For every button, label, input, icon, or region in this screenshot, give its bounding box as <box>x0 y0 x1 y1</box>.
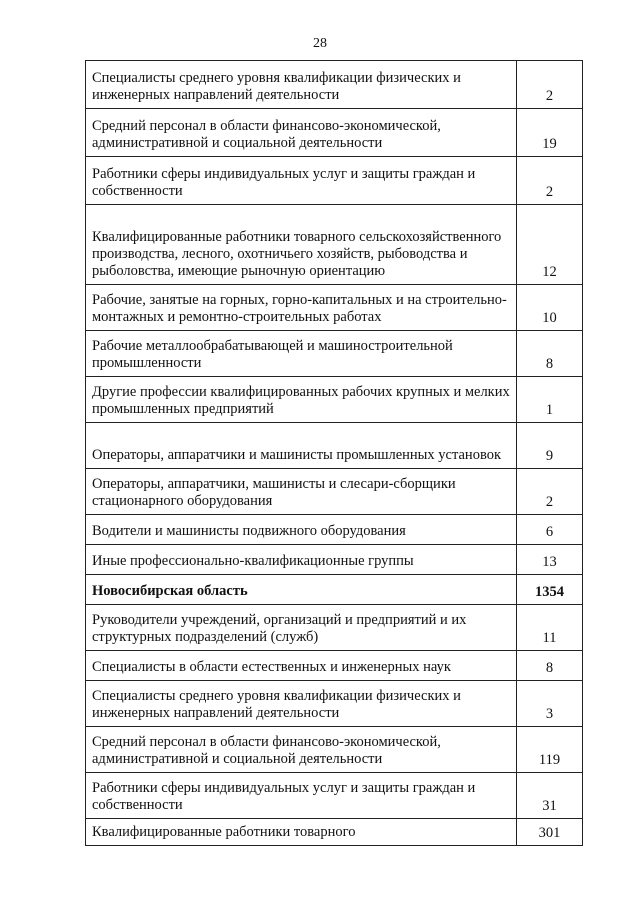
table-row <box>86 61 583 109</box>
row-value: 1354 <box>517 575 583 605</box>
table-row <box>86 605 583 651</box>
table-row <box>86 469 583 515</box>
row-value: 19 <box>517 109 583 157</box>
row-label: Работники сферы индивидуальных услуг и защиты граждан и собственности <box>86 773 517 819</box>
row-value: 6 <box>517 515 583 545</box>
row-label: Руководители учреждений, организаций и предприятий и их структурных подразделений (служб) <box>86 605 517 651</box>
row-label: Операторы, аппаратчики, машинисты и слесари-сборщики стационарного оборудования <box>86 469 517 515</box>
row-value: 119 <box>517 727 583 773</box>
table-row <box>86 423 583 469</box>
row-value: 1 <box>517 377 583 423</box>
row-value: 8 <box>517 651 583 681</box>
table-row <box>86 651 583 681</box>
table-row <box>86 331 583 377</box>
row-label: Квалифицированные работники товарного <box>86 819 517 846</box>
row-value: 13 <box>517 545 583 575</box>
row-value: 11 <box>517 605 583 651</box>
row-label: Специалисты среднего уровня квалификации физических и инженерных направлений деятельности <box>86 61 517 109</box>
row-value: 2 <box>517 157 583 205</box>
row-value: 10 <box>517 285 583 331</box>
row-label: Новосибирская область <box>86 575 517 605</box>
row-value: 2 <box>517 61 583 109</box>
row-label: Квалифицированные работники товарного сельскохозяйственного производства, лесного, охотничьего хозяйств, рыбоводства и рыболовства, имеющие рыночную ориентацию <box>86 205 517 285</box>
row-label: Рабочие, занятые на горных, горно-капитальных и на строительно-монтажных и ремонтно-строительных работах <box>86 285 517 331</box>
table-row <box>86 773 583 819</box>
row-label: Работники сферы индивидуальных услуг и защиты граждан и собственности <box>86 157 517 205</box>
row-label: Операторы, аппаратчики и машинисты промышленных установок <box>86 423 517 469</box>
row-value: 31 <box>517 773 583 819</box>
row-label: Специалисты среднего уровня квалификации физических и инженерных направлений деятельности <box>86 681 517 727</box>
row-value: 8 <box>517 331 583 377</box>
row-label: Водители и машинисты подвижного оборудования <box>86 515 517 545</box>
table-row <box>86 157 583 205</box>
occupation-table <box>85 60 583 846</box>
row-value: 9 <box>517 423 583 469</box>
row-label: Другие профессии квалифицированных рабочих крупных и мелких промышленных предприятий <box>86 377 517 423</box>
table-row <box>86 377 583 423</box>
page-number: 28 <box>313 36 327 51</box>
table-row <box>86 205 583 285</box>
row-label: Средний персонал в области финансово-экономической, административной и социальной деятельности <box>86 727 517 773</box>
table-row-region-total <box>86 575 583 605</box>
table-row <box>86 819 583 846</box>
row-value: 12 <box>517 205 583 285</box>
table-row <box>86 515 583 545</box>
table-row <box>86 109 583 157</box>
row-value: 2 <box>517 469 583 515</box>
table-row <box>86 681 583 727</box>
table-row <box>86 727 583 773</box>
table-row <box>86 545 583 575</box>
row-label: Специалисты в области естественных и инженерных наук <box>86 651 517 681</box>
row-label: Иные профессионально-квалификационные группы <box>86 545 517 575</box>
row-value: 3 <box>517 681 583 727</box>
row-value: 301 <box>517 819 583 846</box>
row-label: Средний персонал в области финансово-экономической, административной и социальной деятельности <box>86 109 517 157</box>
table-row <box>86 285 583 331</box>
row-label: Рабочие металлообрабатывающей и машиностроительной промышленности <box>86 331 517 377</box>
